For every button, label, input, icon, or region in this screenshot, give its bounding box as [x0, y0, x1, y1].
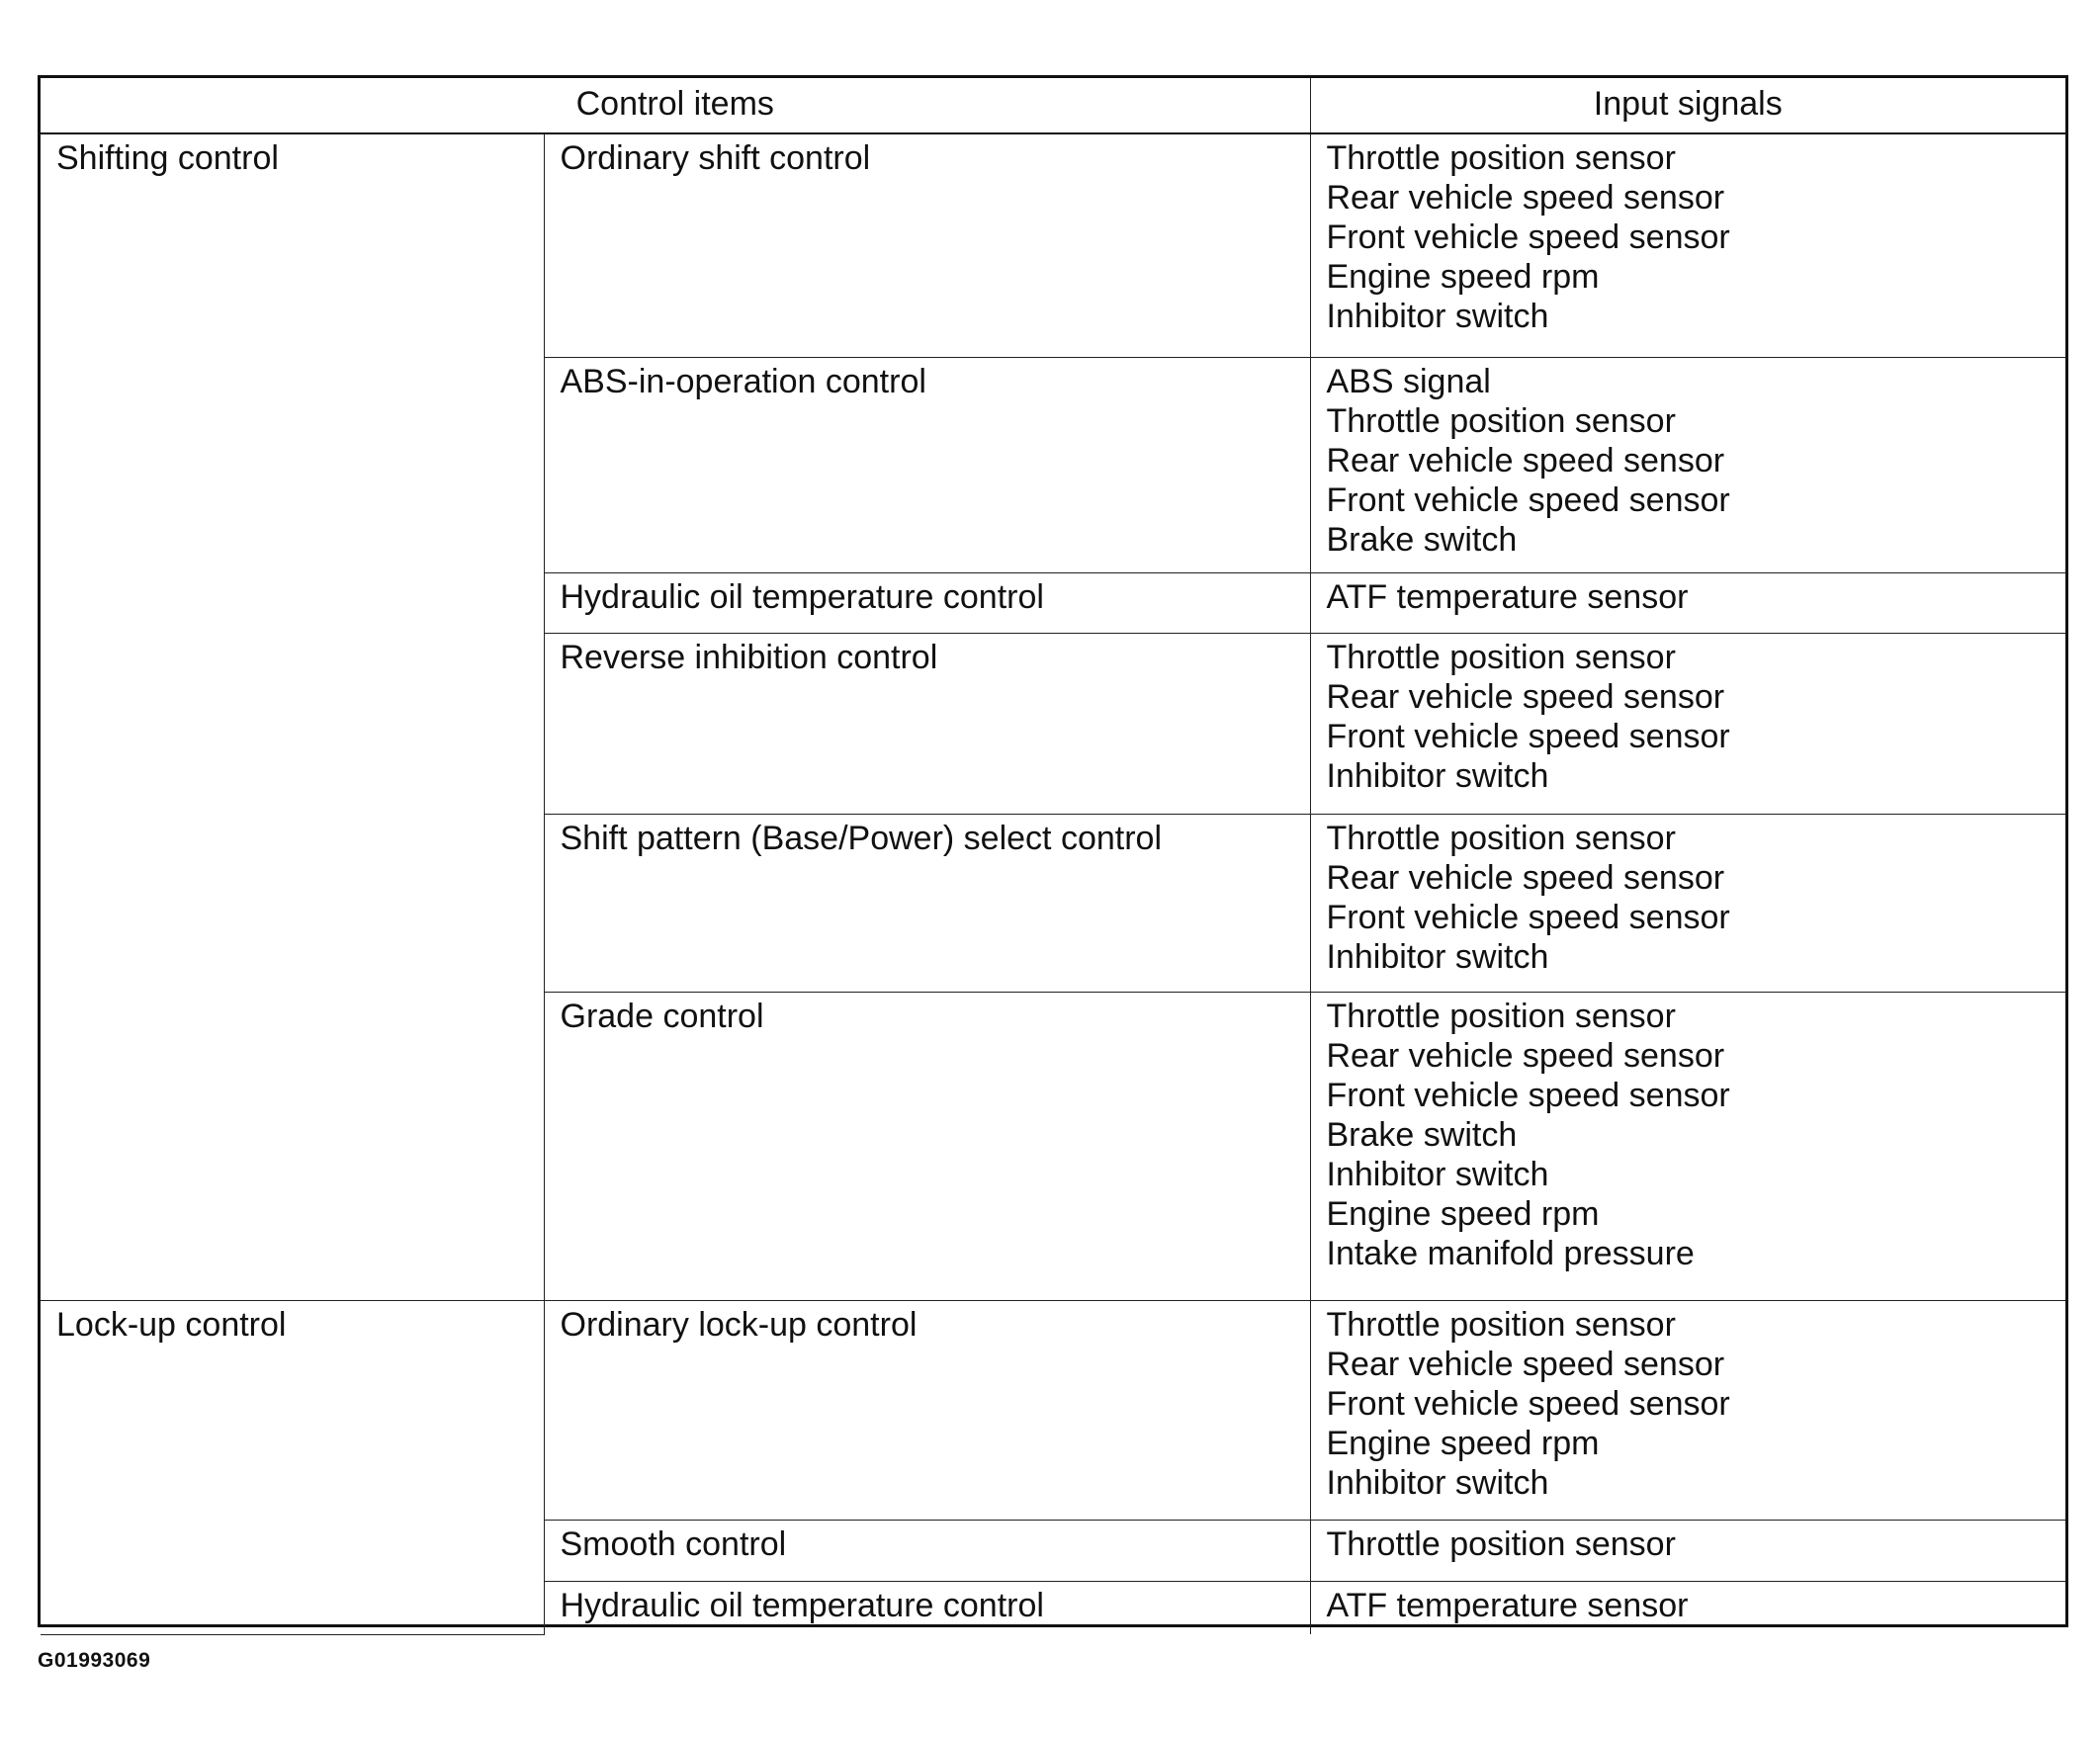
input-signal: Engine speed rpm [1326, 1194, 1600, 1233]
input-signal: ATF temperature sensor [1326, 577, 1689, 616]
input-signal: Rear vehicle speed sensor [1326, 441, 1725, 479]
table-row [41, 133, 2065, 357]
input-signal: Front vehicle speed sensor [1326, 1076, 1730, 1114]
control-item-cell: Shift pattern (Base/Power) select control [544, 814, 1310, 992]
input-signals-cell [1310, 1581, 2065, 1634]
input-signal: Engine speed rpm [1326, 1424, 1600, 1462]
input-signal: Rear vehicle speed sensor [1326, 1036, 1725, 1075]
input-signal: Throttle position sensor [1326, 997, 1676, 1035]
input-signal: Front vehicle speed sensor [1326, 218, 1730, 256]
input-signal: Front vehicle speed sensor [1326, 480, 1730, 519]
input-signal: Inhibitor switch [1326, 756, 1549, 795]
input-signal: Intake manifold pressure [1326, 1234, 1695, 1272]
control-item-cell: ABS-in-operation control [544, 357, 1310, 572]
control-item-cell: Reverse inhibition control [544, 633, 1310, 814]
input-signal: Inhibitor switch [1326, 937, 1549, 976]
header-control-items: Control items [41, 78, 1310, 133]
input-signals-cell [1310, 814, 2065, 992]
control-item-cell: Smooth control [544, 1520, 1310, 1581]
input-signals-cell [1310, 133, 2065, 357]
control-item-cell: Grade control [544, 992, 1310, 1300]
input-signal: Front vehicle speed sensor [1326, 898, 1730, 936]
input-signal: Front vehicle speed sensor [1326, 1384, 1730, 1423]
input-signal: Throttle position sensor [1326, 401, 1676, 440]
input-signal: Brake switch [1326, 1115, 1518, 1154]
input-signal: Throttle position sensor [1326, 139, 1676, 177]
input-signal: Inhibitor switch [1326, 298, 1549, 335]
control-items-table [41, 78, 2065, 1635]
input-signal: Inhibitor switch [1326, 1155, 1549, 1193]
table-row [41, 1300, 2065, 1520]
input-signal: Throttle position sensor [1326, 819, 1676, 857]
control-item-cell: Ordinary lock-up control [544, 1300, 1310, 1520]
input-signal: Throttle position sensor [1326, 638, 1676, 676]
input-signals-cell [1310, 992, 2065, 1300]
input-signal: Rear vehicle speed sensor [1326, 179, 1725, 217]
input-signal: Rear vehicle speed sensor [1326, 677, 1725, 716]
input-signal: ABS signal [1326, 362, 1491, 400]
table-header-row [41, 78, 2065, 133]
control-item-cell: Hydraulic oil temperature control [544, 1581, 1310, 1634]
input-signals-cell [1310, 1520, 2065, 1581]
control-item-cell: Hydraulic oil temperature control [544, 572, 1310, 633]
input-signal: Front vehicle speed sensor [1326, 717, 1730, 755]
category-cell: Lock-up control [41, 1300, 544, 1634]
input-signal: Throttle position sensor [1326, 1305, 1676, 1344]
category-cell: Shifting control [41, 133, 544, 1300]
figure-id-label: G01993069 [38, 1649, 151, 1672]
header-input-signals: Input signals [1310, 78, 2065, 133]
input-signal: Throttle position sensor [1326, 1524, 1676, 1563]
input-signal: Engine speed rpm [1326, 258, 1600, 296]
input-signal: Rear vehicle speed sensor [1326, 1345, 1725, 1383]
control-item-cell: Ordinary shift control [544, 133, 1310, 357]
input-signals-cell [1310, 357, 2065, 572]
input-signal: Rear vehicle speed sensor [1326, 858, 1725, 897]
input-signal: Brake switch [1326, 520, 1518, 559]
control-items-table-frame [38, 75, 2068, 1627]
input-signal: Inhibitor switch [1326, 1463, 1549, 1502]
input-signals-cell [1310, 1300, 2065, 1520]
input-signal: ATF temperature sensor [1326, 1586, 1689, 1624]
input-signals-cell [1310, 572, 2065, 633]
input-signals-cell [1310, 633, 2065, 814]
